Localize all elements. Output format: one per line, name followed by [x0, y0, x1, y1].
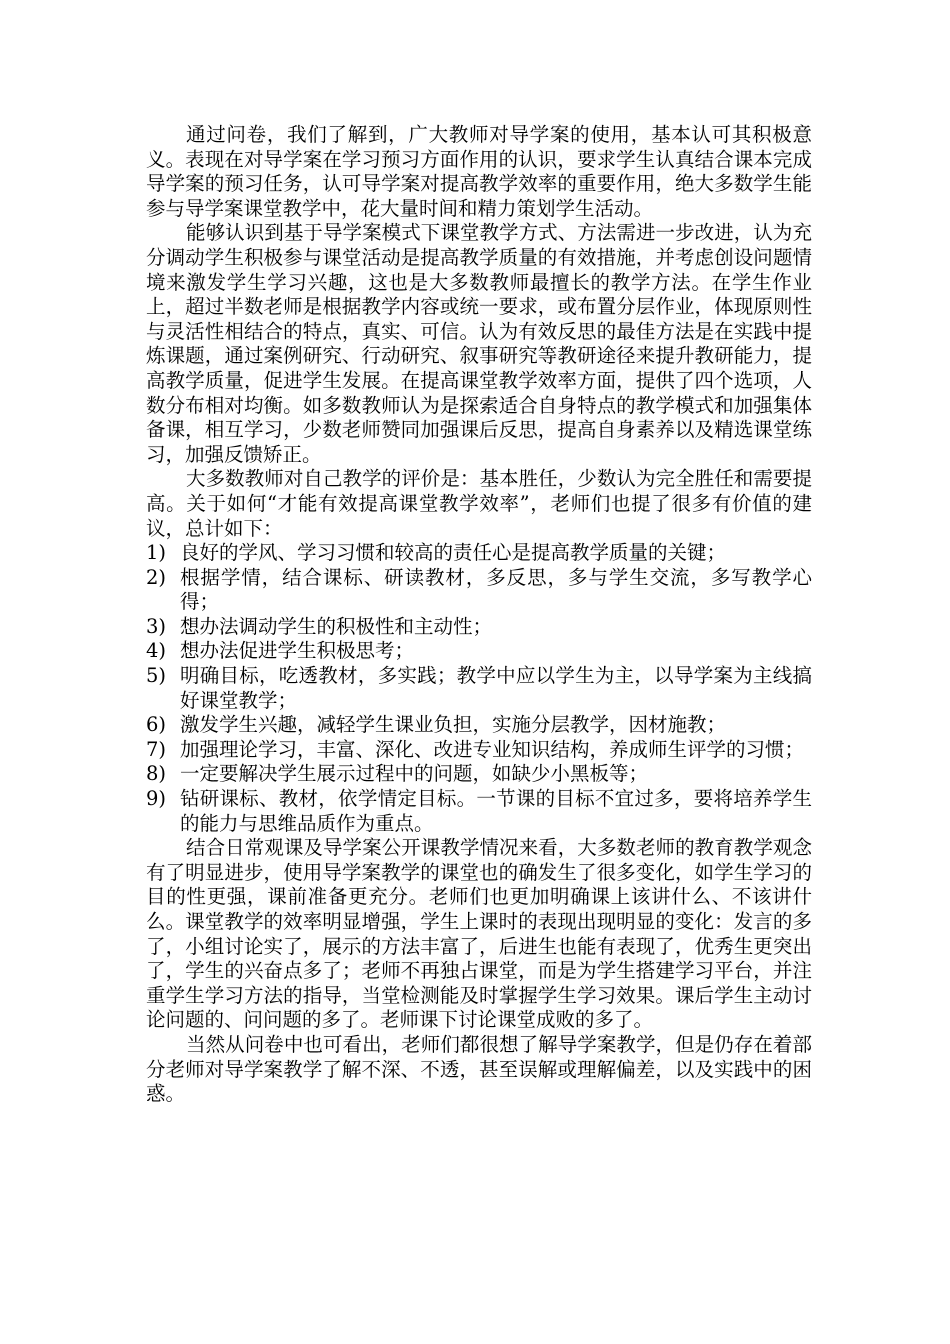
paragraph: 当然从问卷中也可看出，老师们都很想了解导学案教学，但是仍存在着部分老师对导学案教学了解不深、不透，甚至误解或理解偏差，以及实践中的困惑。: [146, 1032, 812, 1106]
list-number: 6): [146, 713, 167, 737]
list-text: 一定要解决学生展示过程中的问题，如缺少小黑板等；: [180, 762, 649, 786]
paragraphs-after: [146, 836, 812, 1107]
list-number: 1): [146, 541, 167, 565]
paragraph: 结合日常观课及导学案公开课教学情况来看，大多数老师的教育教学观念有了明显进步，使用导学案教学的课堂也的确发生了很多变化，如学生学习的目的性更强，课前准备更充分。老师们也更加明确课上该讲什么、不该讲什么。课堂教学的效率明显增强，学生上课时的表现出现明显的变化：发言的多了，小组讨论实了，展示的方法丰富了，后进生也能有表现了，优秀生更突出了，学生的兴奋点多了；老师不再独占课堂，而是为学生搭建学习平台，并注重学生学习方法的指导，当堂检测能及时掌握学生学习效果。课后学生主动讨论问题的、问问题的多了。老师课下讨论课堂成败的多了。: [146, 836, 812, 1032]
list-item: [146, 664, 812, 713]
list-number: 9): [146, 787, 167, 811]
list-number: 5): [146, 664, 167, 688]
list-text: 想办法调动学生的积极性和主动性；: [180, 614, 493, 638]
list-number: 8): [146, 762, 167, 786]
list-item: [146, 615, 812, 640]
paragraphs-before: [146, 123, 812, 541]
list-number: 4): [146, 639, 167, 663]
document-body: [146, 123, 812, 1107]
list-number: 2): [146, 565, 167, 589]
list-text: 想办法促进学生积极思考；: [180, 639, 415, 663]
suggestion-list: [146, 541, 812, 836]
list-item: [146, 639, 812, 664]
list-text: 激发学生兴趣，减轻学生课业负担，实施分层教学，因材施教；: [180, 713, 727, 737]
list-text: 明确目标，吃透教材，多实践；教学中应以学生为主，以导学案为主线搞好课堂教学；: [180, 664, 812, 712]
list-item: [146, 566, 812, 615]
list-item: [146, 762, 812, 787]
list-item: [146, 787, 812, 836]
list-item: [146, 738, 812, 763]
paragraph: 通过问卷，我们了解到，广大教师对导学案的使用，基本认可其积极意义。表现在对导学案在学习预习方面作用的认识，要求学生认真结合课本完成导学案的预习任务，认可导学案对提高教学效率的重要作用，绝大多数学生能参与导学案课堂教学中，花大量时间和精力策划学生活动。: [146, 123, 812, 220]
paragraph: 能够认识到基于导学案模式下课堂教学方式、方法需进一步改进，认为充分调动学生积极参与课堂活动是提高教学质量的有效措施，并考虑创设问题情境来激发学生学习兴趣，这也是大多数教师最擅长的教学方法。在学生作业上，超过半数老师是根据教学内容或统一要求，或布置分层作业，体现原则性与灵活性相结合的特点，真实、可信。认为有效反思的最佳方法是在实践中提炼课题，通过案例研究、行动研究、叙事研究等教研途径来提升教研能力，提高教学质量，促进学生发展。在提高课堂教学效率方面，提供了四个选项，人数分布相对均衡。如多数教师认为是探索适合自身特点的教学模式和加强集体备课，相互学习，少数老师赞同加强课后反思，提高自身素养以及精选课堂练习，加强反馈矫正。: [146, 221, 812, 466]
list-number: 7): [146, 737, 167, 761]
list-text: 钻研课标、教材，依学情定目标。一节课的目标不宜过多，要将培养学生的能力与思维品质作为重点。: [180, 787, 812, 835]
list-text: 加强理论学习，丰富、深化、改进专业知识结构，养成师生评学的习惯；: [180, 737, 805, 761]
list-text: 根据学情，结合课标、研读教材，多反思，多与学生交流，多写教学心得；: [180, 565, 812, 614]
list-item: [146, 541, 812, 566]
paragraph: 大多数教师对自己教学的评价是：基本胜任，少数认为完全胜任和需要提高。关于如何“才能有效提高课堂教学效率”，老师们也提了很多有价值的建议，总计如下：: [146, 467, 812, 540]
list-number: 3): [146, 614, 167, 638]
list-text: 良好的学风、学习习惯和较高的责任心是提高教学质量的关键；: [180, 541, 727, 565]
list-item: [146, 713, 812, 738]
